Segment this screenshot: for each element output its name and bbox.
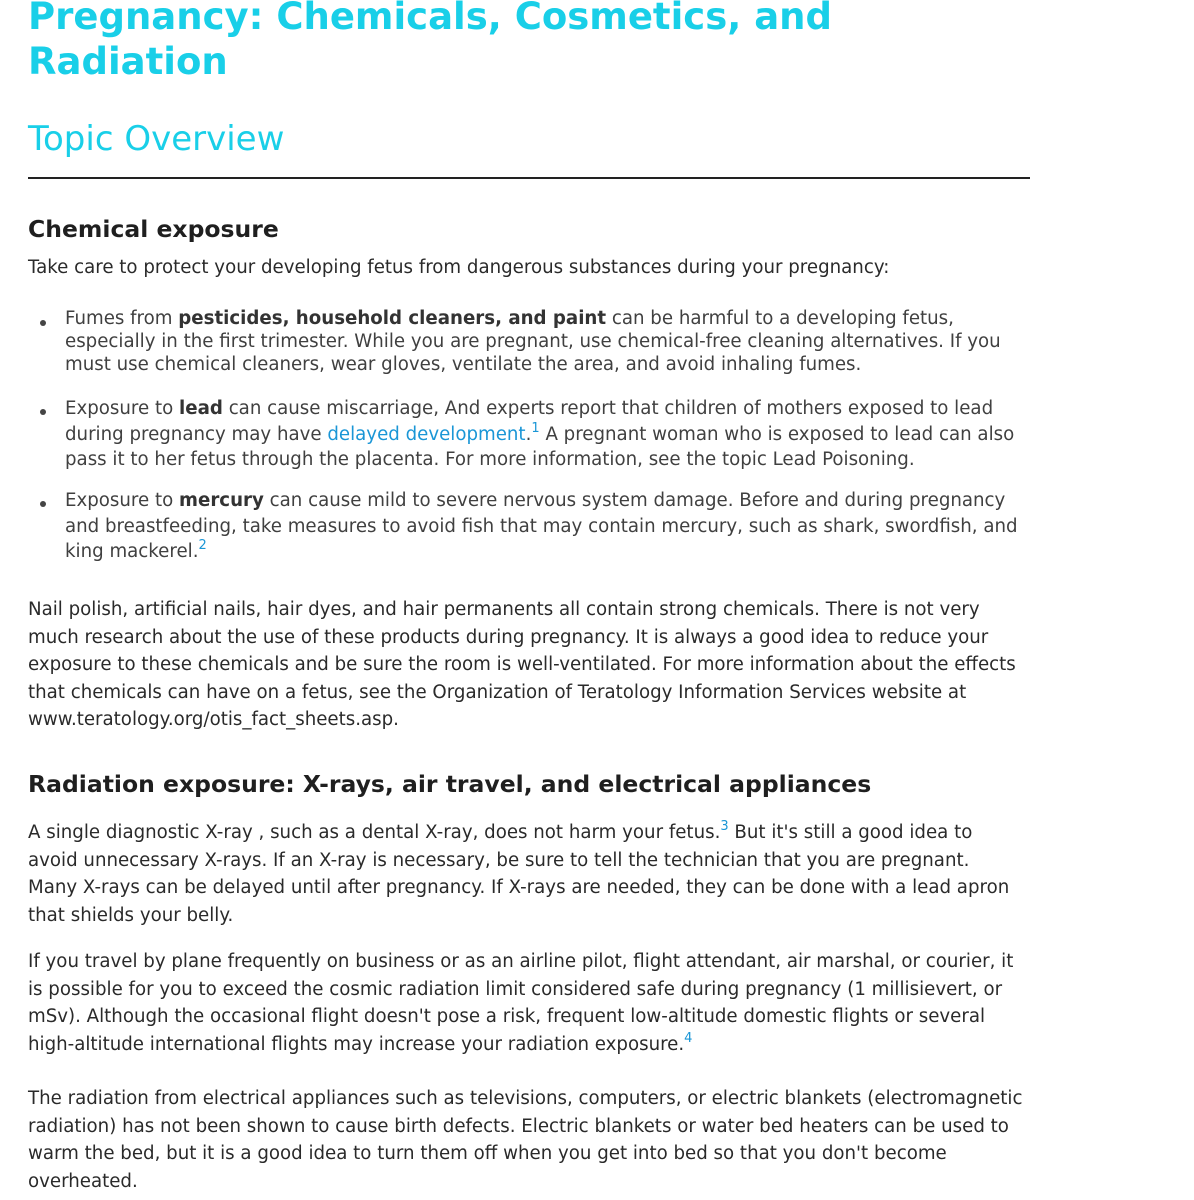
footnote-4-link[interactable]: 4 bbox=[684, 1030, 693, 1046]
list-item-pesticides bbox=[65, 307, 1030, 376]
text: A single diagnostic X-ray , such as a dental X-ray, does not harm your fetus. bbox=[28, 822, 721, 843]
page-title: Pregnancy: Chemicals, Cosmetics, and Radiation bbox=[28, 0, 832, 83]
footnote-2-link[interactable]: 2 bbox=[198, 538, 207, 553]
air-travel-paragraph bbox=[28, 948, 1028, 1058]
cosmetics-paragraph: Nail polish, artificial nails, hair dyes, and hair permanents all contain strong chemicals. There is not very much research about the use of these products during pregnancy. It is always a good idea to reduce your exposure to these chemicals and be sure the room is well-ventilated. For more information about the effects that chemicals can have on a fetus, see the Organization of Teratology Information Services website at www.teratology.org/otis_fact_sheets.asp. bbox=[28, 599, 1016, 730]
text: . bbox=[525, 423, 532, 445]
text: can cause mild to severe nervous system damage. Before and during pregnancy and breastfeeding, take measures to avoid fish that may contain mercury, such as shark, swordfish, and king mackerel. bbox=[65, 490, 1018, 562]
chemical-heading: Chemical exposure bbox=[28, 215, 279, 243]
bold-text: pesticides, household cleaners, and paint bbox=[178, 308, 607, 329]
radiation-heading: Radiation exposure: X-rays, air travel, and electrical appliances bbox=[28, 770, 872, 798]
text: can cause miscarriage, And experts report that children of mothers exposed to lead during pregnancy may have bbox=[65, 398, 994, 445]
delayed-development-link[interactable]: delayed development bbox=[327, 423, 526, 445]
text: Fumes from bbox=[65, 308, 179, 329]
text: Exposure to bbox=[65, 398, 180, 419]
divider bbox=[28, 177, 1030, 179]
text: If you travel by plane frequently on business or as an airline pilot, flight attendant, air marshal, or courier, it is possible for you to exceed the cosmic radiation limit considered safe during pregnancy (1 millisievert, or mSv). Although the occasional flight doesn't pose a risk, frequent low-altitude domestic flights or several high-altitude international flights may increase your radiation exposure. bbox=[28, 951, 1014, 1055]
list-item-mercury bbox=[65, 488, 1035, 565]
bold-text: mercury bbox=[179, 490, 264, 511]
text: Exposure to bbox=[65, 490, 180, 511]
footnote-1-link[interactable]: 1 bbox=[531, 420, 540, 436]
text: A pregnant woman who is exposed to lead can also pass it to her fetus through the placenta. For more information, see the topic Lead Poisoning. bbox=[65, 423, 1015, 470]
xray-paragraph bbox=[28, 819, 1018, 929]
list-item-lead bbox=[65, 396, 1025, 473]
text: But it's still a good idea to avoid unnecessary X-rays. If an X-ray is necessary, be sure to tell the technician that you are pregnant. Many X-rays can be delayed until after pregnancy. If X-rays are needed, they can be done with a lead apron that shields your belly. bbox=[28, 822, 1010, 926]
bullet-icon bbox=[40, 320, 46, 326]
text: can be harmful to a developing fetus, especially in the first trimester. While you are pregnant, use chemical-free cleaning alternatives. If you must use chemical cleaners, wear gloves, ventilate the area, and avoid inhaling fumes. bbox=[65, 308, 1001, 375]
footnote-3-link[interactable]: 3 bbox=[720, 819, 729, 834]
appliances-paragraph: The radiation from electrical appliances such as televisions, computers, or electric blankets (electromagnetic radiation) has not been shown to cause birth defects. Electric blankets or water bed heaters can be used to warm the bed, but it is a good idea to turn them off when you get into bed so that you don't become overheated. bbox=[28, 1088, 1023, 1192]
section-title: Topic Overview bbox=[28, 119, 285, 159]
bullet-icon bbox=[40, 409, 46, 415]
chemical-intro: Take care to protect your developing fetus from dangerous substances during your pregnancy: bbox=[28, 257, 890, 278]
bullet-icon bbox=[40, 501, 46, 507]
bold-text: lead bbox=[179, 398, 223, 419]
